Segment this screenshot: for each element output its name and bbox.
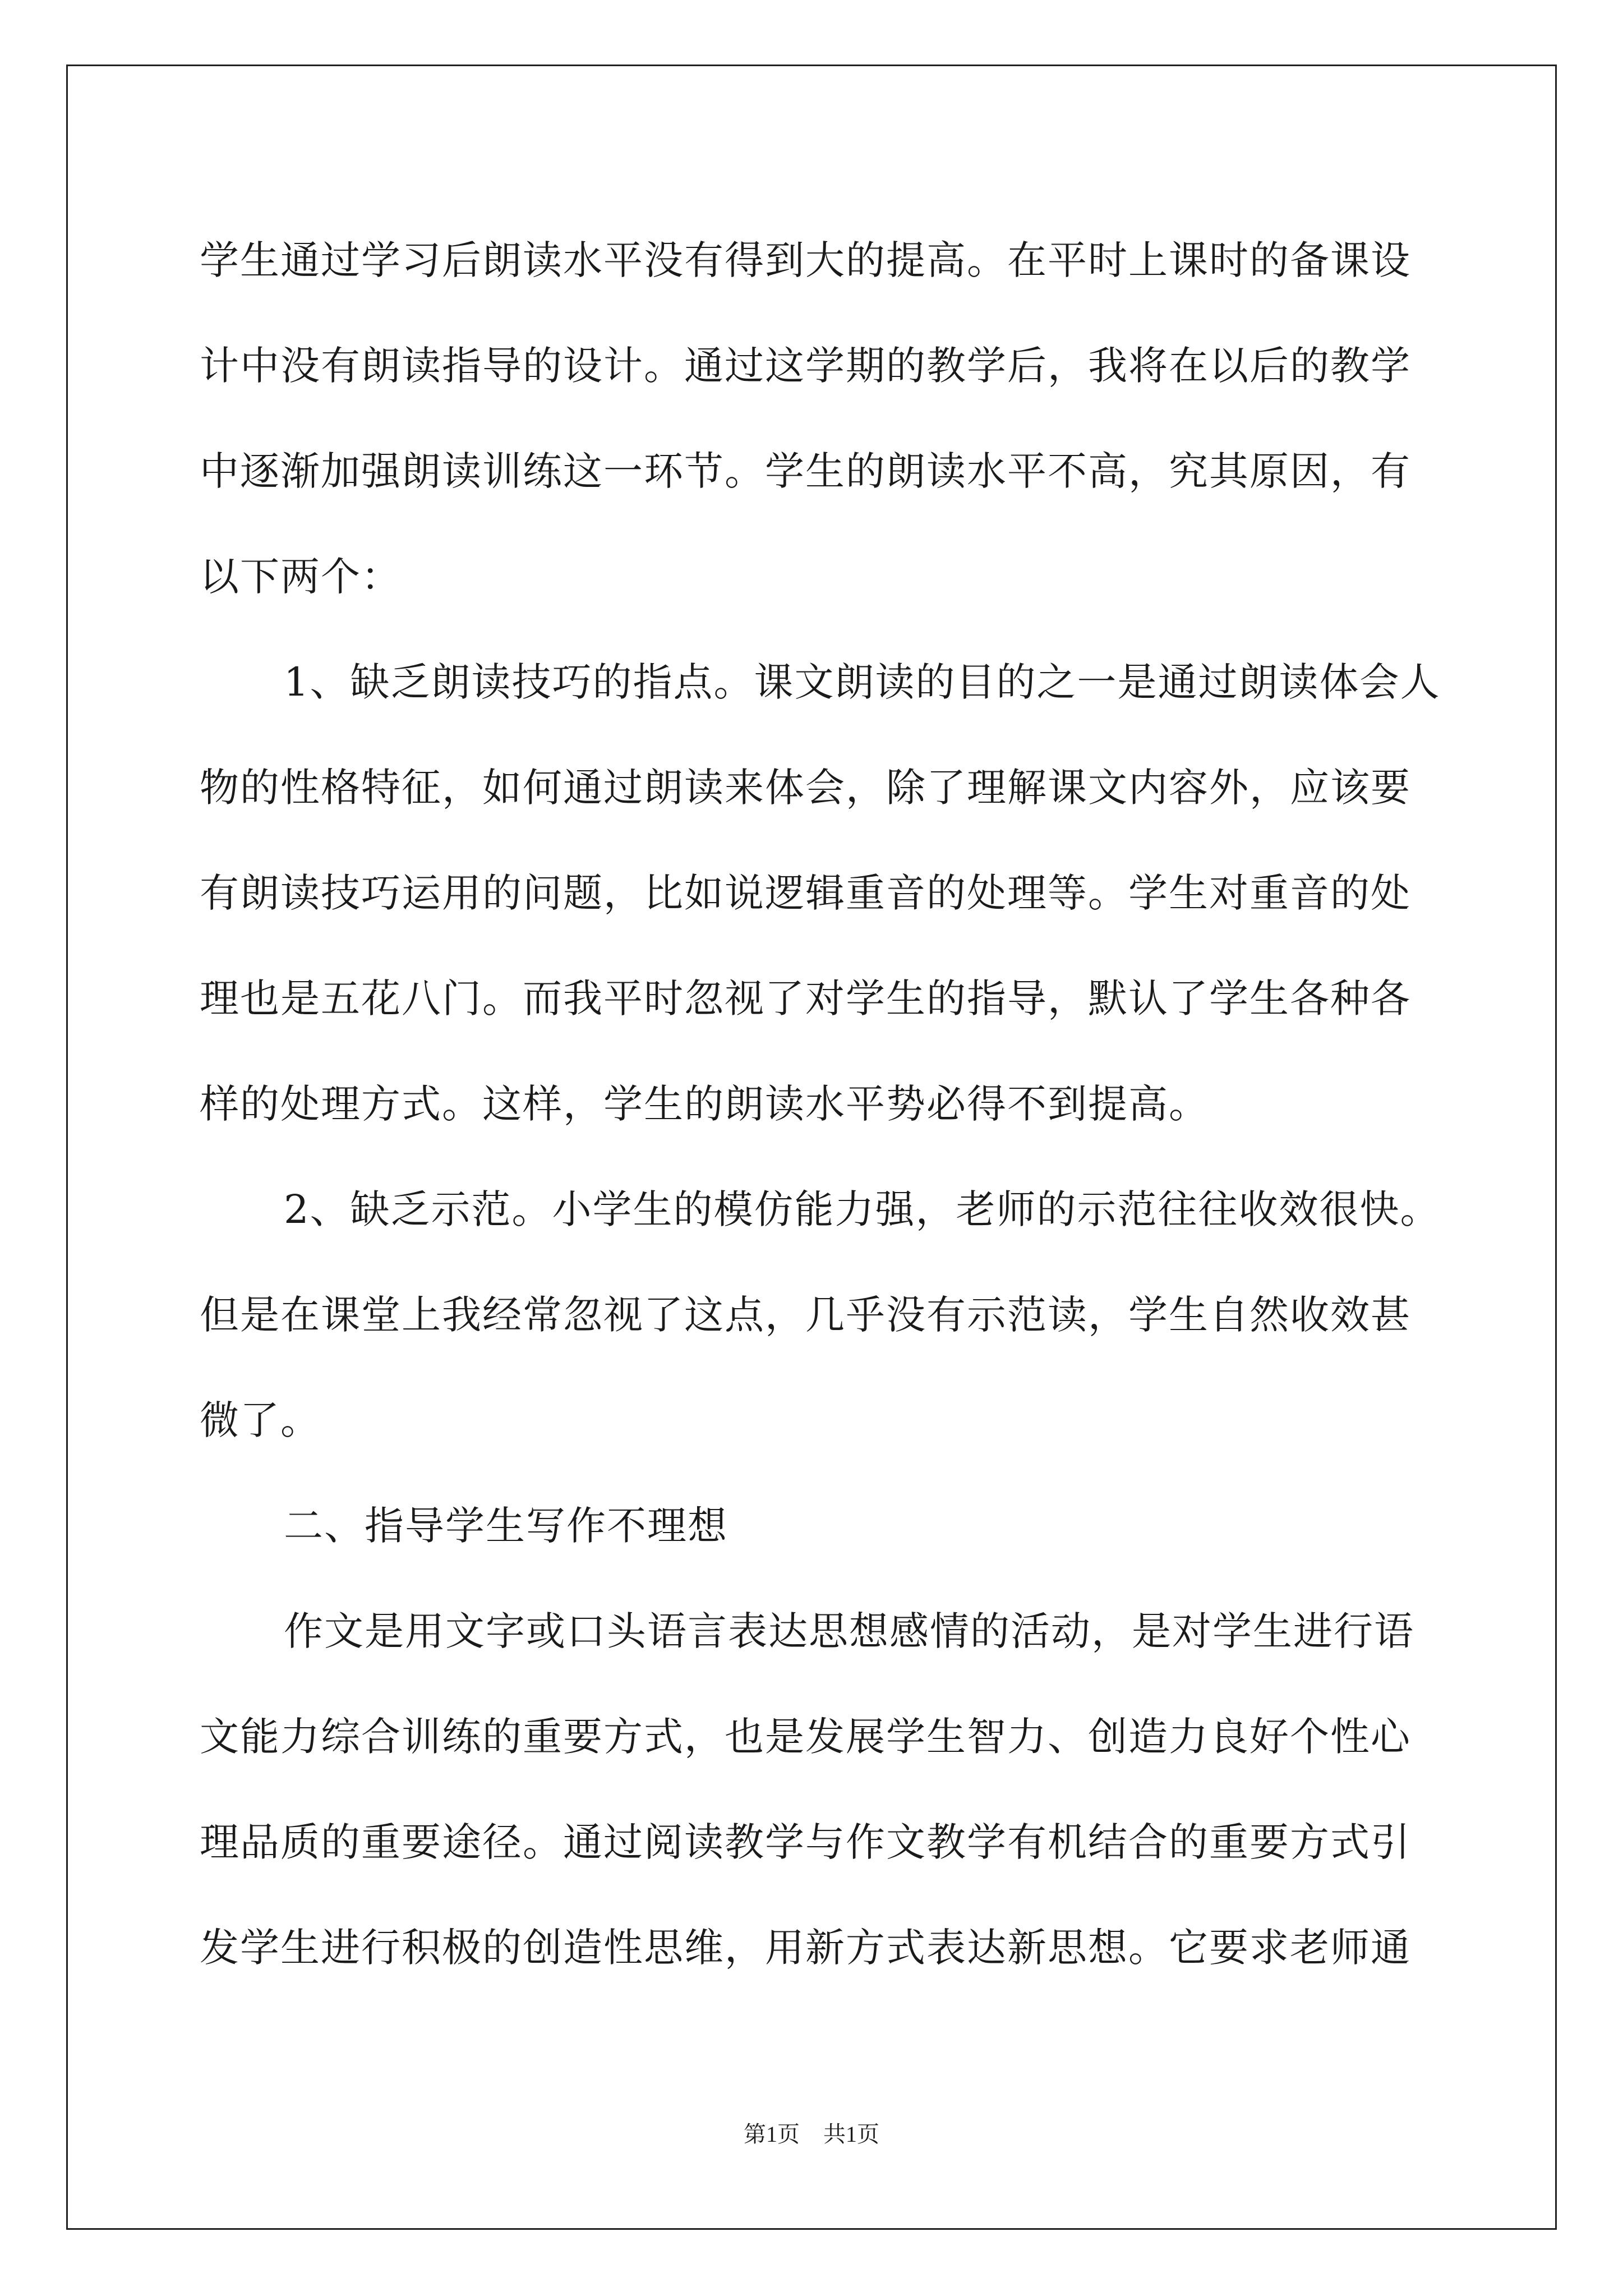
text-line-15: 文能力综合训练的重要方式，也是发展学生智力、创造力良好个性心: [200, 1714, 1411, 1760]
text-line-7: 有朗读技巧运用的问题，比如说逻辑重音的处理等。学生对重音的处: [200, 870, 1411, 916]
section-heading: 二、指导学生写作不理想: [284, 1503, 728, 1549]
text-line-16: 理品质的重要途径。通过阅读教学与作文教学有机结合的重要方式引: [200, 1819, 1411, 1865]
text-line-12: 微了。: [200, 1397, 321, 1443]
text-line-11: 但是在课堂上我经常忽视了这点，几乎没有示范读，学生自然收效甚: [200, 1292, 1411, 1338]
document-body: [200, 208, 1441, 2000]
text-line-17: 发学生进行积极的创造性思维，用新方式表达新思想。它要求老师通: [200, 1925, 1411, 1971]
text-line-2: 计中没有朗读指导的设计。通过这学期的教学后，我将在以后的教学: [200, 343, 1411, 389]
page-total: 共1页: [823, 2122, 879, 2147]
text-line-14: 作文是用文字或口头语言表达思想感情的活动，是对学生进行语: [284, 1608, 1414, 1654]
text-line-8: 理也是五花八门。而我平时忽视了对学生的指导，默认了学生各种各: [200, 976, 1411, 1022]
text-line-10: 2、缺乏示范。小学生的模仿能力强，老师的示范往往收效很快。: [284, 1186, 1441, 1232]
text-line-9: 样的处理方式。这样，学生的朗读水平势必得不到提高。: [200, 1081, 1209, 1127]
text-line-6: 物的性格特征，如何通过朗读来体会，除了理解课文内容外，应该要: [200, 765, 1411, 811]
text-line-3: 中逐渐加强朗读训练这一环节。学生的朗读水平不高，究其原因，有: [200, 448, 1411, 494]
page-footer: [0, 2118, 1623, 2151]
text-line-4: 以下两个：: [200, 554, 402, 600]
text-line-1: 学生通过学习后朗读水平没有得到大的提高。在平时上课时的备课设: [200, 237, 1411, 283]
page-number: 第1页: [744, 2122, 800, 2147]
text-line-5: 1、缺乏朗读技巧的指点。课文朗读的目的之一是通过朗读体会人: [284, 659, 1441, 705]
